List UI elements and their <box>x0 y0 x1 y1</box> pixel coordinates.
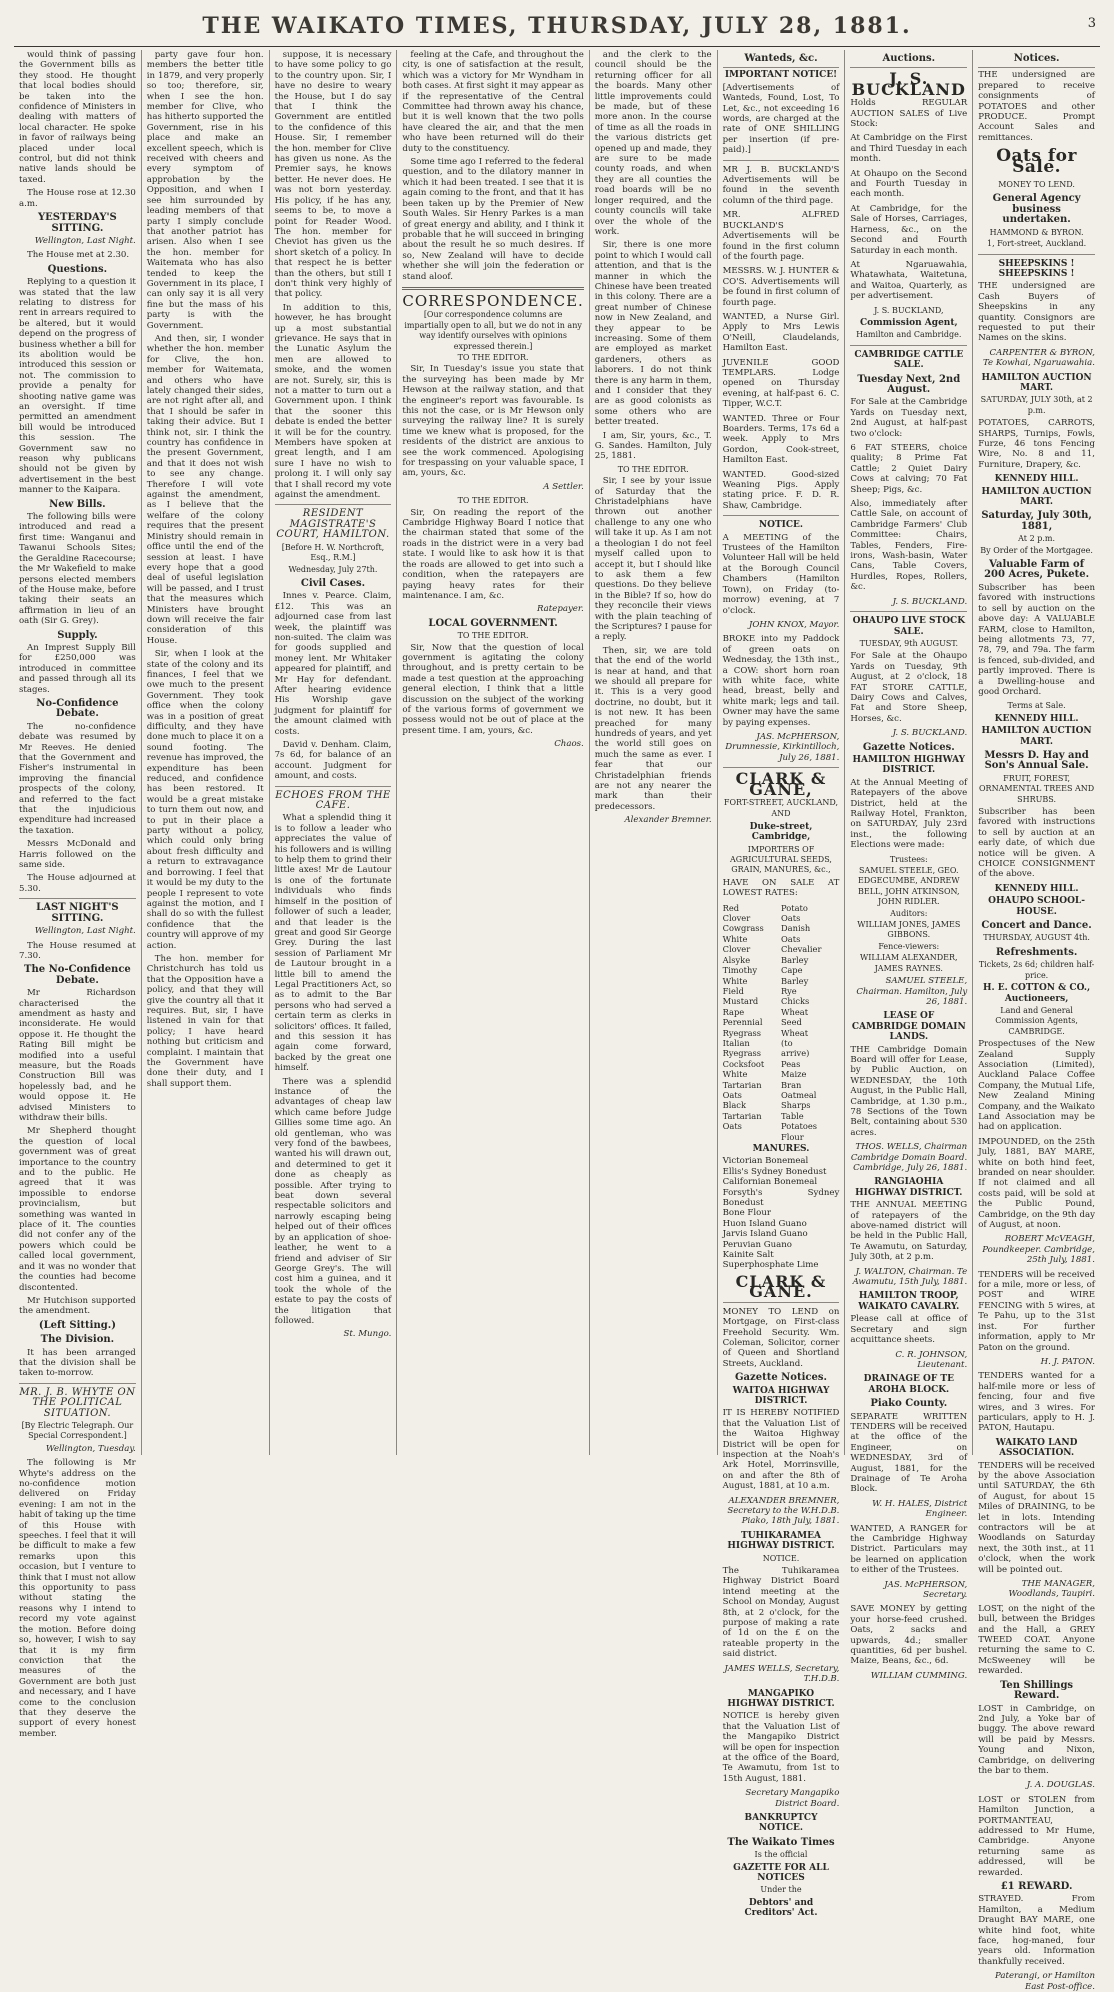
list-item: Timothy <box>722 965 758 976</box>
reward-heading: Ten Shillings Reward. <box>1000 1679 1074 1702</box>
list-item: White Clover <box>722 933 751 955</box>
manure-item: Superphosphate Lime <box>722 1260 819 1271</box>
times-notice-line: Under the <box>760 1885 802 1895</box>
dateline: Wellington, Last Night. <box>34 926 136 937</box>
list-item: SAMUEL STEELE, GEO. EDGECUMBE, ANDREW BELL, JOHN ATKINSON, JOHN RIDLER. <box>857 866 960 907</box>
ad-text: At Cambridge on the First and Third Tuesday in each month. <box>850 133 968 165</box>
notice-heading: SHEEPSKINS ! SHEEPSKINS ! <box>998 258 1075 279</box>
ad-text: Subscriber has been favored with instructions to sell by auction on the above day: A VALUABLE FARM, close to Hamilton, being allotments 73, 77, 78, 79, and 79a. The farm is fenced, sub-divided, and partly improved. There is a Dwelling-house and good Orchard. <box>978 582 1095 697</box>
firm-name: HAMMOND & BYRON. <box>989 227 1084 237</box>
letter-salutation: TO THE EDITOR. <box>457 352 529 362</box>
ad-text: MR J. B. BUCKLAND'S Advertisements will be found in the seventh column of the third page. <box>722 164 840 206</box>
signature: St. Mungo. <box>343 1329 392 1340</box>
court-subheading: [Before H. W. Northcroft, Esq., R.M.] <box>281 542 385 563</box>
newspaper-title: THE WAIKATO TIMES, THURSDAY, JULY 28, 1881. <box>202 13 912 39</box>
signature: J. A. DOUGLAS. <box>1026 1780 1095 1791</box>
list-item: WILLIAM JONES, JAMES GIBBONS. <box>857 920 961 940</box>
paragraph: Mr Richardson characterised the amendment as hasty and inconsiderate. He would oppose it. He thought the Rating Bill might be modified into a useful measure, but the Roads Construction Bill was hopelessly bad, and he would oppose it. He advised Ministers to withdraw their bills. <box>19 988 136 1123</box>
section-heading: RESIDENT MAGISTRATE'S COURT, HAMILTON. <box>276 508 390 541</box>
notice-heading: HAMILTON AUCTION MART. <box>981 486 1092 508</box>
manure-item: Californian Bonemeal <box>722 1177 818 1188</box>
notice-date: Saturday, July 30th, 1881, <box>981 510 1092 532</box>
notice-heading: WAITOA HIGHWAY DISTRICT. <box>732 1385 830 1406</box>
paragraph: In addition to this, however, he has brought up a most substantial grievance. He says that in the Lunatic Asylum the men are allowed to smoke, and the women are not. Surely, sir, this is not a matter to turn out a Government upon. I think that the sooner this debate is ended the better it will be for the country. Members have spoken at great length, and I am sure I have no wish to prolong it. I will only say that I shall record my vote against the amendment. <box>274 302 392 501</box>
notice-heading: MANGAPIKO HIGHWAY DISTRICT. <box>727 1688 835 1709</box>
column-3 <box>270 50 398 1455</box>
ad-text: WANTED, a Nurse Girl. Apply to Mrs Lewis O'Neill, Claudelands, Hamilton East. <box>722 311 840 354</box>
manure-item: Bone Flour <box>722 1208 771 1219</box>
auctioneer-name: KENNEDY HILL. <box>994 713 1079 724</box>
list-item: Maize <box>781 1069 807 1080</box>
list-item: Alsyke <box>722 954 751 965</box>
signature: Chaos. <box>554 739 584 750</box>
notice-date: Tuesday Next, 2nd August. <box>857 373 961 395</box>
dateline: Wellington, Tuesday. <box>45 1443 136 1454</box>
masthead <box>14 6 1100 47</box>
signature: J. S. BUCKLAND. <box>892 596 968 607</box>
notice-heading: HAMILTON AUCTION MART. <box>981 726 1092 747</box>
times-notice-line: Is the official <box>754 1850 808 1860</box>
notice-date: THURSDAY, AUGUST 4th. <box>983 933 1090 943</box>
divider <box>19 898 136 899</box>
firm-title: Commission Agent, <box>859 317 958 328</box>
subheading: The No-Confidence Debate. <box>24 964 131 986</box>
section-heading: Auctions. <box>850 54 967 68</box>
subheading: No-Confidence Debate. <box>36 697 119 720</box>
auctioneer-name: KENNEDY HILL. <box>994 474 1079 485</box>
paragraph: The following is Mr Whyte's address on the no-confidence motion delivered on Friday evening: I am not in the habit of taking up the time of this House with speeches. I feel that it will be difficult to make a few remarks upon this occasion, but I venture to think that I must not allow this opportunity to pass without stating the reasons why I intend to record my vote against the motion. Before doing so, however, I wish to say that it is my firm conviction that the measures of the Government are both just and necessary, and I have come to the conclusion that they deserve the support of every honest member. <box>19 1458 136 1739</box>
section-heading: LAST NIGHT'S SITTING. <box>36 902 119 924</box>
ad-line: By Order of the Mortgagee. <box>980 545 1093 555</box>
paragraph: And then, sir, I wonder whether the hon. member for Clive, the hon. member for Waitemata, and others who have lately changed their sides, are not right after all, and that I should be safer in taking their advice. But I think not, sir. I think the country has confidence in the present Government, and that it does not wish to see any change. Therefore I will vote against the amendment, as I believe that the welfare of the colony requires that the present Ministry should remain in office until the end of the session at least. I have every hope that a good deal of useful legislation will be passed, and I trust that the measures which Ministers have brought down will receive the fair consideration of this House. <box>146 333 264 646</box>
section-heading: LOCAL GOVERNMENT. <box>428 617 558 629</box>
paragraph: Some time ago I referred to the federal question, and to the dilatory manner in which it had been treated. I see that it is again coming to the front, and that it has been taken up by the Premier of New South Wales. Sir Henry Parkes is a man of great energy and ability, and I think it probable that he will succeed in bringing about the result he so much desires. If so, New Zealand will have to decide whether she will join the federation or stand aloof. <box>402 157 584 282</box>
signature: JAS. McPHERSON, Secretary. <box>884 1579 968 1601</box>
list-item: Sharps <box>781 1100 811 1111</box>
ad-text: THE ANNUAL MEETING of ratepayers of the above-named district will be held in the Public Hall, Te Awamutu, on Saturday, July 30th, at 2 p.m. <box>850 1200 968 1263</box>
ad-text: Holds REGULAR AUCTION SALES of Live Stock: <box>850 98 968 130</box>
ad-text: MONEY TO LEND on Mortgage, on First-class Freehold Security. Wm. Coleman, Solicitor, corner of Queen and Shortland Streets, Auckland. <box>722 1306 840 1369</box>
notice-heading: NOTICE. <box>758 520 804 531</box>
paragraph: Sir, I see by your issue of Saturday that the Christadelphians have thrown out another challenge to any one who will take it up. As I am not a theologian I do not feel myself called upon to accept it, but I should like to ask them a few questions. Do they believe in the Bible? If so, how do they reconcile their views with the plain teaching of the Scriptures? I pause for a reply. <box>594 476 712 643</box>
firm-address: FORT-STREET, AUCKLAND, <box>723 798 839 807</box>
ad-line: MONEY TO LEND. <box>998 180 1075 190</box>
notice-subheading: NOTICE. <box>762 1553 800 1563</box>
times-notice-line: Debtors' and Creditors' Act. <box>744 1897 818 1919</box>
notice-heading: BANKRUPTCY NOTICE. <box>744 1812 818 1834</box>
paragraph: suppose, it is necessary to have some policy to go to the country upon. Sir, I have no desire to weary the House, but I do say that I think the Government are entitled to the confidence of this House. Sir, I remember the hon. member for Clive has given us none. As the Premier says, he knows better. He never does. He was not born yesterday. His policy, if he has any, seems to be, to move a point for Reader Wood. The hon. member for Cheviot has given us the short sketch of a policy. In that respect he is better than the others, but still I don't think very highly of that policy. <box>274 50 392 300</box>
seed-list <box>723 903 840 1142</box>
ad-text: SEPARATE WRITTEN TENDERS will be received at the office of the Engineer, on WEDNESDAY, 3rd of August, 1881, for the Drainage of Te Aroha Block. <box>850 1411 968 1495</box>
paragraph: Sir, there is one more point to which I would call attention, and that is the manner in which the Chinese have been treated in this colony. There are a great number of Chinese now in New Zealand, and they appear to be increasing. Some of them are employed as market gardeners, others as laborers. I do not think there is any harm in them, and I consider that they are as good colonists as some others who are better treated. <box>594 240 712 428</box>
dateline: Wellington, Last Night. <box>34 235 136 246</box>
list-item: Black Tartarian Oats <box>722 1100 762 1132</box>
divider <box>402 287 583 290</box>
list-item: Oatmeal <box>781 1089 817 1100</box>
ad-line: Terms at Sale. <box>1007 701 1066 711</box>
ad-text: At the Annual Meeting of Ratepayers of the above District, held at the Railway Hotel, Frankton, on SATURDAY, July 23rd inst., the following Elections were made: <box>850 777 968 851</box>
paragraph: Sir, Now that the question of local government is agitating the colony throughout, and is pretty certain to be made a test question at the approaching general election, I think that a little discussion on the subject of the working of the various forms of government we possess would not be out of place at the present time. I am, yours, &c. <box>402 642 584 736</box>
ad-text: LOST or STOLEN from Hamilton Junction, a PORTMANTEAU, addressed to Mr Hume, Cambridge. Anyone returning same as addressed, will be rewarded. <box>978 1794 1095 1878</box>
ad-text: WANTED. Good-sized Weaning Pigs. Apply stating price. F. D. R. Shaw, Cambridge. <box>722 469 840 511</box>
paragraph: The hon. member for Christchurch has told us that the Opposition have a policy, and that they will give the country all that it requires. But, sir, I have listened in vain for that policy; I have heard nothing but criticism and complaint. I maintain that the Government have done their duty, and I shall support them. <box>146 953 264 1089</box>
subheading: Questions. <box>47 263 108 275</box>
subheading: The Division. <box>40 1334 115 1346</box>
paragraph: Sir, when I look at the state of the colony and its finances, I feel that we owe much to the present Government. They took office when the colony was in a position of great difficulty, and they have done much to place it on a sound footing. The revenue has improved, the expenditure has been reduced, and confidence has been restored. It would be a great mistake to turn them out now, and to put in their place a party without a policy, which could only bring about fresh difficulty and a return to extravagance and borrowing. I feel that it would be my duty to the people I represent to vote against the motion, and I shall do so with the fullest confidence that the country will approve of my action. <box>146 649 264 951</box>
signature: H. J. PATON. <box>1040 1356 1095 1367</box>
list-item: White Tartarian Oats <box>722 1069 762 1100</box>
ad-text: IMPOUNDED, on the 25th July, 1881, BAY MARE, white on both hind feet, branded on near shoulder. If not claimed and all costs paid, will be sold at the Public Pound, Cambridge, on the 9th day of August, at noon. <box>978 1136 1095 1231</box>
paragraph: Sir, In Tuesday's issue you state that the surveying has been made by Mr Hewson at the railway station, and that the engineer's report was favourable. Is this not the case, or is Mr Hewson only surveying the railway line? It is surely time we knew what is proposed, for the residents of the district are anxious to see the work commenced. Apologising for trespassing on your valuable space, I am, yours, &c. <box>402 364 584 479</box>
ad-text: Also, immediately after Cattle Sale, on account of Cambridge Farmers' Club Committee: Chairs, Tables, Fenders, Fire-irons, Wash-basin, Water Cans, Table Covers, Hurdles, Ropes, Rollers, &c. <box>850 499 968 593</box>
seed-list-left <box>723 903 781 1142</box>
paragraph: The House resumed at 7.30. <box>19 940 136 961</box>
times-notice-line: GAZETTE FOR ALL NOTICES <box>733 1862 829 1883</box>
ad-text: TENDERS will be received by the above Association until SATURDAY, the 6th of August, for about 15 Miles of DRAINING, to be let in lots. Intending contractors will be at Woodlands on Saturday next, the 30th inst., at 11 o'clock, when the work will be pointed out. <box>978 1460 1095 1575</box>
ad-text: NOTICE is hereby given that the Valuation List of the Mangapiko District will be open for inspection at the office of the Board, Te Awamutu, from 1st to 15th August, 1881. <box>722 1711 840 1784</box>
list-item: Flour <box>781 1131 804 1142</box>
manure-item: Kainite Salt <box>722 1250 774 1261</box>
firm-address: Duke-street, Cambridge, <box>749 821 813 843</box>
notice-heading: RANGIAOHIA HIGHWAY DISTRICT. <box>855 1177 963 1198</box>
signature: Ratepayer. <box>537 604 584 615</box>
notice-heading: OHAUPO LIVE STOCK SALE. <box>852 616 966 637</box>
paragraph: The House met at 2.30. <box>27 250 130 261</box>
section-heading: YESTERDAY'S SITTING. <box>38 212 117 234</box>
divider <box>850 611 967 612</box>
subheading: Supply. <box>57 629 98 641</box>
firm-name: H. E. COTTON & CO., Auctioneers, <box>982 983 1091 1004</box>
divider <box>723 767 840 768</box>
paragraph: party gave four hon. members the better title in 1879, and very properly so too; therefore, sir, when I see the hon. member for Clive, who has hitherto supported the Government, rise in his place and make an excellent speech, which is received with cheers and every symptom of approbation by the Opposition, and when I see him surrounded by leading members of that party I simply conclude that another patriot has arisen. Also when I see the hon. member for Waitemata who has also tended to keep the Government in its place, I can only say it is all very fine but the mass of his party is with the Government. <box>146 50 264 331</box>
article-heading: MR. J. B. WHYTE ON THE POLITICAL SITUATION. <box>19 1386 136 1419</box>
notice-heading: IMPORTANT NOTICE! <box>724 70 838 81</box>
paragraph: Replying to a question it was stated that the law relating to distress for rent in arrears required to be altered, but it would depend on the progress of business whether a bill for its abolition would be introduced this session or not. The commission to provide a penalty for shooting native game was an oversight. If time permitted an amendment bill would be introduced this session. The Government saw no reason why publicans should not be given by advertisement in the best manner to the Kaipara. <box>19 277 136 496</box>
signature: Alexander Bremner. <box>624 815 712 826</box>
paragraph: Then, sir, we are told that the end of the world is near at hand, and that we should all prepare for it. This is a very good doctrine, no doubt, but it is not new. It has been preached for many hundreds of years, and yet the world still goes on much the same as ever. I fear that our Christadelphian friends are not any nearer the mark than their predecessors. <box>594 645 712 812</box>
ad-text: At Cambridge, for the Sale of Horses, Carriages, Harness, &c., on the Second and Fourth Saturday in each month. <box>850 203 968 256</box>
notice-heading: HAMILTON AUCTION MART. <box>981 372 1092 393</box>
paragraph: I am, Sir, yours, &c., T. G. Sandes. Hamilton, July 25, 1881. <box>594 430 712 462</box>
ad-text: POTATOES, CARROTS, SHARPS, Turnips, Fowls, Furze, 46 tons Fencing Wire, No. 8 and 11, Furniture, Drapery, &c. <box>978 418 1095 470</box>
ad-text: MESSRS. W. J. HUNTER & CO'S. Advertisements will be found in first column of fourth page. <box>722 266 840 308</box>
signature: J. S. BUCKLAND. <box>892 728 968 739</box>
list-heading: Trustees: <box>889 854 928 864</box>
section-heading: Gazette Notices. <box>862 741 955 753</box>
ad-text: THE undersigned are prepared to receive consignments of POTATOES and other PRODUCE. Prompt Account Sales and remittances. <box>978 70 1095 143</box>
ad-text: WANTED. Three or Four Boarders. Terms, 17s 6d a week. Apply to Mrs Gordon, Cook-street, Hamilton East. <box>722 413 840 466</box>
section-heading: Notices. <box>978 54 1095 68</box>
ad-text: For Sale at the Cambridge Yards on Tuesday next, 2nd August, at half-past two o'clock: <box>850 397 968 439</box>
letter-salutation: TO THE EDITOR. <box>457 631 529 641</box>
notice-heading: OHAUPO SCHOOL-HOUSE. <box>988 896 1085 917</box>
list-item: Cocksfoot <box>722 1058 765 1069</box>
column-5 <box>590 50 718 1455</box>
divider <box>723 160 840 161</box>
firm-address: Hamilton and Cambridge. <box>856 330 962 340</box>
paragraph: What a splendid thing it is to follow a leader who appreciates the value of his followers and is willing to help them to grind their little axes! Mr de Lautour is one of the fortunate individuals who finds himself in the position of follower of such a leader, and that leader is the great and good Sir George Grey. During the last session of Parliament Mr de Lautour brought in a little bill to amend the Legal Practitioners Act, so as to admit to the Bar persons who had served a certain term as clerks in solicitors' offices. It failed, and this session it has again come forward, backed by the great one himself. <box>274 813 392 1074</box>
ad-heading: Refreshments. <box>995 946 1078 958</box>
divider <box>275 786 392 787</box>
ad-text: 6 FAT STEERS, choice quality; 8 Prime Fat Cattle; 2 Quiet Dairy Cows at calving; 70 Fat Sheep; Pigs, &c. <box>850 443 968 495</box>
notice-date: SATURDAY, JULY 30th, at 2 p.m. <box>980 395 1093 415</box>
divider <box>850 345 967 346</box>
firm-name: CLARK & GANE, <box>735 769 827 799</box>
letter-salutation: TO THE EDITOR. <box>617 464 689 474</box>
ad-text: [Advertisements of Wanteds, Found, Lost, To Let, &c., not exceeding 16 words, are charged at the rate of ONE SHILLING per insertion (if pre-paid).] <box>722 82 840 156</box>
list-item: Peas <box>781 1058 801 1069</box>
divider <box>723 515 840 516</box>
editor-note: [Our correspondence columns are impartially open to all, but we do not in any way identify ourselves with opinions expressed therein.] <box>404 310 582 351</box>
seed-list-right <box>781 903 839 1142</box>
manure-item: Victorian Bonemeal <box>722 1156 809 1167</box>
display-heading: Oats for Sale. <box>996 146 1077 177</box>
ad-text: At Ngaruawahia, Whatawhata, Waitetuna, and Waitoa, Quarterly, as per advertisement. <box>850 259 968 302</box>
notice-heading: LEASE OF CAMBRIDGE DOMAIN LANDS. <box>851 1011 966 1043</box>
divider <box>275 504 392 505</box>
paragraph: The no-confidence debate was resumed by Mr Reeves. He denied that the Government and Fisher's instrumental in improving the financial prospects of the colony, and referred to the fact that the injudicious expenditure had increased the taxation. <box>19 721 136 836</box>
list-item: Rye <box>781 985 797 996</box>
list-item: Red Clover <box>722 902 751 924</box>
signature: ALEXANDER BREMNER, Secretary to the W.H.D.B. Piako, 18th July, 1881. <box>727 1495 840 1527</box>
court-date: Wednesday, July 27th. <box>288 564 378 574</box>
notice-heading: CAMBRIDGE CATTLE SALE. <box>854 349 964 371</box>
paragraph: Innes v. Pearce. Claim, £12. This was an adjourned case from last week, the plaintiff was non-suited. The claim was for goods supplied and money lent. Mr Whitaker appeared for plaintiff, and Mr Hay for defendant. After hearing evidence His Worship gave judgment for plaintiff for the amount claimed with costs. <box>274 591 392 737</box>
paragraph: It has been arranged that the division shall be taken to-morrow. <box>19 1347 136 1379</box>
ad-line: FRUIT, FOREST, ORNAMENTAL TREES AND SHRUBS. <box>978 773 1095 804</box>
signature: JAS. McPHERSON, Drumnessie, Kirkintilloch, July 26, 1881. <box>725 731 840 763</box>
notice-heading: TUHIKARAMEA HIGHWAY DISTRICT. <box>727 1530 835 1552</box>
byline: [By Electric Telegraph. Our Special Correspondent.] <box>21 1420 134 1441</box>
signature: THE MANAGER, Woodlands, Taupiri. <box>1008 1579 1095 1600</box>
list-item: Table Potatoes <box>781 1110 818 1132</box>
signature: WILLIAM CUMMING. <box>870 1670 968 1681</box>
signature: JAMES WELLS, Secretary, T.H.D.B. <box>724 1663 840 1685</box>
ad-heading: Valuable Farm of 200 Acres, Pukete. <box>984 559 1090 581</box>
list-item: Perennial Ryegrass <box>722 1017 763 1038</box>
manure-item: Huon Island Guano <box>722 1218 807 1229</box>
signature: CARPENTER & BYRON, Te Kowhai, Ngaruawahia. <box>982 347 1095 369</box>
list-item: Chevalier Barley <box>781 944 822 965</box>
list-heading: Auditors: <box>890 908 928 918</box>
manure-item: Jarvis Island Guano <box>722 1229 808 1240</box>
notice-heading: WAIKATO LAND ASSOCIATION. <box>995 1437 1078 1459</box>
divider <box>723 1302 840 1303</box>
list-item: WILLIAM ALEXANDER, JAMES RAYNES. <box>859 953 958 973</box>
ad-text: Please call at office of Secretary and sign acquittance sheets. <box>850 1314 968 1346</box>
ad-text: TENDERS will be received for a mile, more or less, of POST and WIRE FENCING with 5 wires, at Te Pahu, up to the 31st inst. For further information, apply to Mr Paton on the ground. <box>978 1269 1095 1353</box>
notice-heading: HAMILTON HIGHWAY DISTRICT. <box>852 754 966 776</box>
paragraph: The House rose at 12.30 a.m. <box>19 188 136 209</box>
manure-item: Ellis's Sydney Bonedust <box>722 1166 827 1177</box>
ad-text: STRAYED. From Hamilton, a Medium Draught BAY MARE, one white hind foot, white face, hog-maned, four years old. Information thankfully received. <box>978 1894 1095 1967</box>
ad-line: General Agency business undertaken. <box>992 193 1081 226</box>
section-heading: CORRESPONDENCE. <box>402 291 584 310</box>
list-item: Bran <box>781 1079 802 1090</box>
list-item: Chicks Wheat <box>781 996 810 1017</box>
ad-text: SAVE MONEY by getting your horse-feed crushed. Oats, 2 sacks and upwards, 4d.; smaller quantities, 6d per bushel. Maize, Beans, &c., 6d. <box>850 1604 968 1667</box>
signature: THOS. WELLS, Chairman Cambridge Domain Board. Cambridge, July 26, 1881. <box>850 1142 968 1173</box>
firm-address: 1, Fort-street, Auckland. <box>987 239 1087 249</box>
list-item: Cape Barley <box>781 965 809 986</box>
column-6 <box>718 50 846 1919</box>
firm-name: J. S. BUCKLAND, <box>874 305 944 315</box>
list-item: Cowgrass <box>722 923 764 934</box>
column-8 <box>973 50 1100 1992</box>
signature: Paterangi, or Hamilton East Post-office. <box>995 1971 1095 1992</box>
firm-trade: IMPORTERS OF AGRICULTURAL SEEDS, GRAIN, MANURES, &c., <box>730 844 832 875</box>
subheading: New Bills. <box>49 498 106 510</box>
list-item: Italian Ryegrass <box>722 1037 762 1059</box>
paragraph: feeling at the Cafe, and throughout the city, is one of satisfaction at the result, which was a victory for Mr Wyndham in both cases. At first sight it may appear as if the representative of the Central Committee had thrown away his chance, but it is well known that the two polls have cleared the air, and that the men who have been returned will do their duty to the constituency. <box>402 50 584 154</box>
notice-heading: DRAINAGE OF TE AROHA BLOCK. <box>863 1374 954 1395</box>
ad-text: HAVE ON SALE AT LOWEST RATES: <box>722 877 840 899</box>
manure-item: Forsyth's Sydney Bonedust <box>722 1187 840 1209</box>
ad-text: THE Cambridge Domain Board will offer for Lease, by Public Auction, on WEDNESDAY, the 10th August, in the Public Hall, Cambridge, at 1.30 p.m., 78 Sections of the Town Belt, containing about 530 acres. <box>850 1044 968 1138</box>
ad-text: WANTED, A RANGER for the Cambridge Highway District. Particulars may be learned on application to either of the Trustees. <box>850 1523 968 1576</box>
ad-text: Prospectuses of the New Zealand Supply Association (Limited), Auckland Palace Coffee Company, the Mutual Life, New Zealand Mining Company, and the Waikato Land Association may be had on application. <box>978 1039 1095 1133</box>
list-item: Rape <box>722 1006 745 1017</box>
column-7 <box>845 50 973 1681</box>
ad-text: A MEETING of the Trustees of the Hamilton Volunteer Hall will be held at the Borough Council Chambers (Hamilton Town), on Friday (to-morrow) evening, at 7 o'clock. <box>722 532 840 616</box>
notice-subheading: Piako County. <box>870 1398 948 1410</box>
subheading: Civil Cases. <box>300 577 366 589</box>
paragraph: Messrs McDonald and Harris followed on the same side. <box>19 839 136 871</box>
paragraph: The House adjourned at 5.30. <box>19 873 136 894</box>
paragraph: Sir, On reading the report of the Cambridge Highway Board I notice that the chairman stated that some of the roads in the district were in a very bad state. I would like to ask how it is that the roads are allowed to get into such a condition, when the ratepayers are paying heavy rates for their maintenance. I am, &c. <box>402 507 584 601</box>
column-1 <box>14 50 142 1739</box>
subheading: (Left Sitting.) <box>38 1319 116 1331</box>
list-item: Danish Oats <box>781 923 811 944</box>
ad-text: THE undersigned are Cash Buyers of Sheepskins in any quantity. Consignors are requested to put their Names on the skins. <box>978 281 1095 344</box>
notice-time: At 2 p.m. <box>1018 534 1055 544</box>
ad-text: For Sale at the Ohaupo Yards on Tuesday, 9th August, at 2 o'clock, 18 FAT STORE CATTLE, Dairy Cows and Calves, Fat and Store Sheep, Horses, &c. <box>850 651 968 724</box>
column-4 <box>397 50 589 1455</box>
ad-line: Tickets, 2s 6d; children half-price. <box>978 960 1095 980</box>
list-item: Potato Oats <box>781 902 808 924</box>
list-heading: Fence-viewers: <box>878 941 940 951</box>
ad-text: LOST, on the night of the bull, between the Bridges and the Hall, a GREY TWEED COAT. Anyone returning the same to C. McSweeney will be rewarded. <box>978 1603 1095 1677</box>
notice-heading: HAMILTON TROOP, WAIKATO CAVALRY. <box>858 1291 960 1312</box>
auctioneer-name: KENNEDY HILL. <box>994 883 1079 894</box>
list-item: White Field Mustard <box>722 975 759 1007</box>
manures-heading: MANURES. <box>752 1144 810 1154</box>
paragraph: Mr Shepherd thought the question of local government was of great importance to the country and to the public. He agreed that it was impossible to endorse provincialism, but something was wanted in place of it. The counties did not confer any of the powers which could be called local government, and it was no wonder that the counties had become discontented. <box>19 1126 136 1293</box>
manure-item: Peruvian Guano <box>722 1239 792 1250</box>
firm-title: Land and General Commission Agents, CAMBRIDGE. <box>995 1005 1078 1036</box>
ad-text: MR. ALFRED BUCKLAND'S Advertisements will be found in the first column of the fourth page. <box>722 210 840 262</box>
paragraph: An Imprest Supply Bill for £250,000 was introduced in committee and passed through all its stages. <box>19 642 136 695</box>
notice-date: TUESDAY, 9th AUGUST. <box>859 638 958 648</box>
ad-heading: Concert and Dance. <box>981 920 1092 932</box>
reward-heading: £1 REWARD. <box>1000 1881 1073 1892</box>
firm-name: CLARK & GANE. <box>735 1271 827 1302</box>
ad-text: At Ohaupo on the Second and Fourth Tuesday in each month. <box>850 168 968 200</box>
paragraph: David v. Denham. Claim, 7s 6d, for balance of an account. Judgment for amount, and costs. <box>274 740 392 782</box>
firm-name: J. S. BUCKLAND <box>851 69 966 99</box>
divider <box>19 1383 136 1384</box>
times-notice-heading: The Waikato Times <box>727 1836 835 1848</box>
signature: A Settler. <box>543 481 584 492</box>
paragraph: There was a splendid instance of the advantages of cheap law which came before Judge Gillies some time ago. An old gentleman, who was very fond of the bawbees, wanted his will drawn out, and determined to get it done as cheaply as possible. After trying to beat down several respectable solicitors and narrowly escaping being helped out of their offices by an application of shoe-leather, he went to a friend and adviser of Sir George Grey's. The will cost him a guinea, and it took the whole of the estate to pay the costs of the litigation that followed. <box>274 1076 392 1326</box>
signature: W. H. HALES, District Engineer. <box>872 1498 968 1520</box>
ad-heading: Messrs D. Hay and Son's Annual Sale. <box>984 749 1089 772</box>
ad-text: BROKE into my Paddock of green oats on Wednesday, the 13th inst., a COW: short horn roan with white face, white head, breast, belly and white mark; legs and tail. Owner may have the same by paying expenses. <box>722 634 840 728</box>
ad-text: IT IS HEREBY NOTIFIED that the Valuation List of the Waitoa Highway District will be open for inspection at the Noah's Ark Hotel, Morrinsville, on and after the 8th of August, 1881, at 10 a.m. <box>722 1408 840 1492</box>
signature: ROBERT McVEAGH, Poundkeeper. Cambridge, 25th July, 1881. <box>982 1234 1095 1266</box>
page-number: 3 <box>1087 16 1096 31</box>
signature: SAMUEL STEELE, Chairman. Hamilton, July 26, 1881. <box>856 976 968 1007</box>
list-item: Seed Wheat (to arrive) <box>781 1017 810 1059</box>
ad-text: Subscriber has been favored with instructions to sell by auction at an early date, of which due notice will be given. A CHOICE CONSIGNMENT of the above. <box>978 807 1095 880</box>
ad-text: TENDERS wanted for a half-mile more or less of fencing, four and five wires, and 3 wires. For particulars, apply to H. J. PATON, Hautapu. <box>978 1371 1095 1434</box>
page-columns <box>14 50 1100 1992</box>
ad-text: The Tuhikaramea Highway District Board intend meeting at the School on Monday, August 8th, at 2 o'clock, for the purpose of making a rate of 1d on the £ on the rateable property in the said district. <box>722 1566 840 1660</box>
section-heading: ECHOES FROM THE CAFE. <box>275 789 391 812</box>
firm-address: AND <box>771 809 791 819</box>
paragraph: The following bills were introduced and read a first time: Wanganui and Tawanui Schools Sites; the Geraldine Racecourse; the Mr Wakefield to make persons elected members of the House make, before taking their seats an affirmation in lieu of an oath (Sir G. Grey). <box>19 512 136 627</box>
paragraph: would think of passing the Government bills as they stood. He thought that local bodies should be taken into the confidence of Ministers in dealing with matters of local character. He spoke in favor of railways being placed under local control, but did not think native lands should be taxed. <box>19 50 136 185</box>
signature: C. R. JOHNSON, Lieutenant. <box>895 1349 968 1370</box>
signature: JOHN KNOX, Mayor. <box>748 619 840 630</box>
paragraph: Mr Hutchison supported the amendment. <box>19 1295 136 1317</box>
signature: J. WALTON, Chairman. Te Awamutu, 15th July, 1881. <box>852 1266 968 1288</box>
letter-salutation: TO THE EDITOR. <box>457 496 529 506</box>
section-heading: Wanteds, &c. <box>723 54 840 68</box>
paragraph: and the clerk to the council should be the returning officer for all the boards. Many other little improvements could be made, but of these more anon. In the course of time as all the roads in the various districts get opened up and made, they are sure to be made county roads, and when they are all counties the road boards will be no longer required, and the county councils will take over the whole of the work. <box>594 50 712 237</box>
section-heading: Gazette Notices. <box>735 1372 827 1384</box>
divider <box>978 254 1095 255</box>
signature: Secretary Mangapiko District Board. <box>745 1788 840 1809</box>
column-2 <box>142 50 270 1455</box>
ad-text: JUVENILE GOOD TEMPLARS. Lodge opened on Thursday evening, at half-past 6. C. Tipper, W.C.T. <box>722 357 840 410</box>
ad-text: LOST in Cambridge, on 2nd July, a Yoke bar of buggy. The above reward will be paid by Messrs. Young and Nixon, Cambridge, on delivering the bar to them. <box>978 1703 1095 1776</box>
